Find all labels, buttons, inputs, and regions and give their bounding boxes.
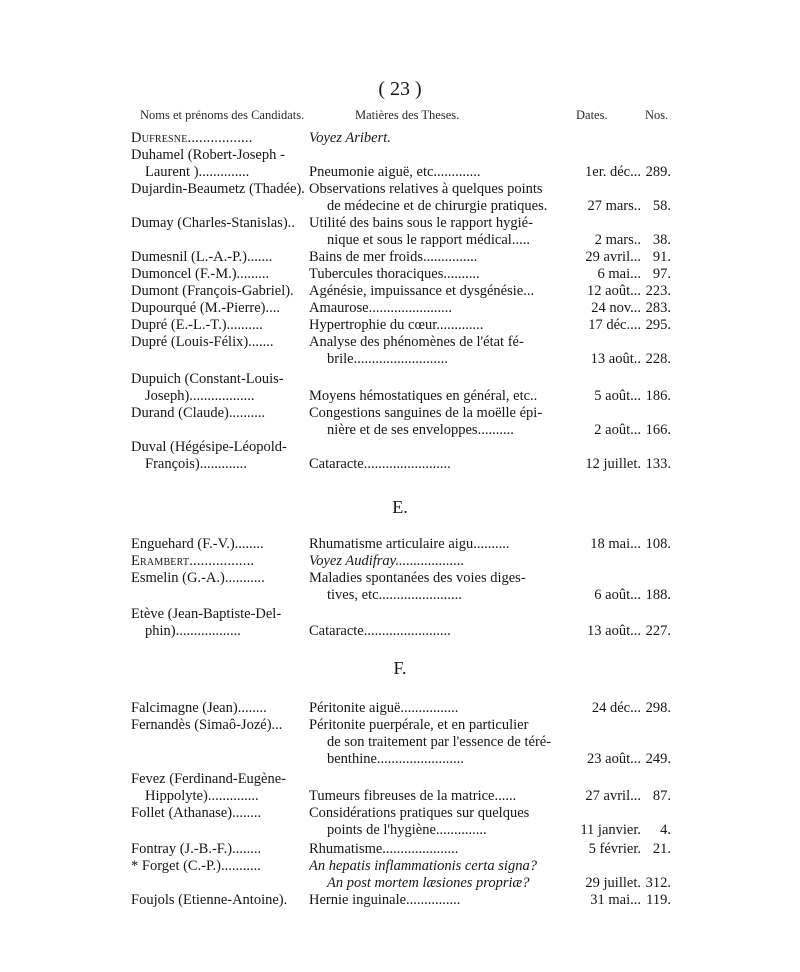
thesis-number: 108. xyxy=(645,536,671,552)
thesis-subject: Analyse des phénomènes de l'état fé- xyxy=(309,334,524,350)
candidate-name: Dufresne................. xyxy=(131,130,253,146)
thesis-date: 29 juillet. xyxy=(585,875,641,891)
thesis-number: 186. xyxy=(645,388,671,404)
thesis-number: 312. xyxy=(645,875,671,891)
thesis-subject: Rhumatisme articulaire aigu.......... xyxy=(309,536,510,552)
thesis-date: 5 août... xyxy=(594,388,641,404)
thesis-date: 29 avril... xyxy=(585,249,641,265)
thesis-number: 166. xyxy=(645,422,671,438)
candidate-name: Foujols (Etienne-Antoine). xyxy=(131,892,288,908)
thesis-date: 27 avril... xyxy=(585,788,641,804)
thesis-subject: Tubercules thoraciques.......... xyxy=(309,266,480,282)
thesis-subject: Péritonite aiguë................ xyxy=(309,700,459,716)
candidate-name: Dumont (François-Gabriel). xyxy=(131,283,294,299)
thesis-date: 24 déc... xyxy=(591,700,641,716)
thesis-number: 227. xyxy=(645,623,671,639)
thesis-subject: Maladies spontanées des voies diges- xyxy=(309,570,526,586)
thesis-subject: An post mortem læsiones propriæ? xyxy=(327,875,530,891)
thesis-date: 12 juillet. xyxy=(585,456,641,472)
thesis-subject: Moyens hémostatiques en général, etc.. xyxy=(309,388,538,404)
header-names: Noms et prénoms des Candidats. xyxy=(140,108,305,122)
thesis-date: 17 déc.... xyxy=(588,317,641,333)
candidate-name: Enguehard (F.-V.)........ xyxy=(131,536,264,552)
candidate-name: Duval (Hégésipe-Léopold- xyxy=(131,439,287,455)
thesis-subject: Observations relatives à quelques points xyxy=(309,181,543,197)
thesis-subject: brile.......................... xyxy=(327,351,448,367)
thesis-date: 6 août... xyxy=(594,587,641,603)
thesis-number: 91. xyxy=(652,249,671,265)
candidate-name: Dumoncel (F.-M.)......... xyxy=(131,266,270,282)
candidate-name: François)............. xyxy=(145,456,247,472)
header-numbers: Nos. xyxy=(645,108,669,122)
thesis-date: 11 janvier. xyxy=(580,822,641,838)
candidate-name: Joseph).................. xyxy=(145,388,255,404)
candidate-name: Dupuich (Constant-Louis- xyxy=(131,371,284,387)
thesis-subject: tives, etc....................... xyxy=(327,587,462,603)
entry-line xyxy=(131,456,671,475)
candidate-name: Hippolyte).............. xyxy=(145,788,259,804)
thesis-number: 87. xyxy=(652,788,671,804)
thesis-subject: Agénésie, impuissance et dysgénésie... xyxy=(309,283,535,299)
thesis-subject: benthine........................ xyxy=(327,751,464,767)
candidate-name: Esmelin (G.-A.)........... xyxy=(131,570,265,586)
candidate-name: Erambert................. xyxy=(131,553,255,569)
thesis-number: 249. xyxy=(645,751,671,767)
thesis-number: 21. xyxy=(652,841,671,857)
page-number: ( 23 ) xyxy=(378,78,422,100)
candidate-name: Fevez (Ferdinand-Eugène- xyxy=(131,771,287,787)
candidate-name: Fernandès (Simaô-Jozé)... xyxy=(131,717,283,733)
thesis-date: 2 août... xyxy=(594,422,641,438)
candidate-name: Falcimagne (Jean)........ xyxy=(131,700,267,716)
thesis-subject: Pneumonie aiguë, etc............. xyxy=(309,164,481,180)
thesis-number: 58. xyxy=(652,198,671,214)
thesis-subject: points de l'hygiène.............. xyxy=(327,822,487,838)
thesis-date: 12 août... xyxy=(587,283,641,299)
header-matieres: Matières des Theses. xyxy=(355,108,460,122)
candidate-name: Follet (Athanase)........ xyxy=(131,805,262,821)
thesis-number: 228. xyxy=(645,351,671,367)
thesis-date: 18 mai... xyxy=(590,536,641,552)
section-letter-f: F. xyxy=(393,658,407,678)
thesis-date: 23 août... xyxy=(587,751,641,767)
header-dates: Dates. xyxy=(576,108,608,122)
entry-line xyxy=(131,351,671,370)
thesis-subject: Péritonite puerpérale, et en particulier xyxy=(309,717,529,733)
thesis-date: 31 mai... xyxy=(590,892,641,908)
candidate-name: Dujardin-Beaumetz (Thadée). xyxy=(131,181,305,197)
thesis-subject: Bains de mer froids............... xyxy=(309,249,478,265)
thesis-date: 2 mars.. xyxy=(594,232,641,248)
thesis-date: 1er. déc... xyxy=(585,164,641,180)
thesis-number: 133. xyxy=(645,456,671,472)
candidate-name: Duhamel (Robert-Joseph - xyxy=(131,147,285,163)
section-letter-e: E. xyxy=(392,497,408,517)
thesis-subject: Rhumatisme..................... xyxy=(309,841,459,857)
thesis-subject: Cataracte........................ xyxy=(309,456,451,472)
thesis-subject: Hernie inguinale............... xyxy=(309,892,461,908)
candidate-name: phin).................. xyxy=(145,623,241,639)
thesis-subject: de médecine et de chirurgie pratiques. xyxy=(327,198,548,214)
thesis-number: 188. xyxy=(645,587,671,603)
candidate-name: Dumay (Charles-Stanislas).. xyxy=(131,215,295,231)
thesis-subject: Tumeurs fibreuses de la matrice...... xyxy=(309,788,517,804)
thesis-subject: nière et de ses enveloppes.......... xyxy=(327,422,514,438)
entry-line xyxy=(131,822,671,841)
candidate-name: Fontray (J.-B.-F.)........ xyxy=(131,841,262,857)
candidate-name: Dumesnil (L.-A.-P.)....... xyxy=(131,249,273,265)
thesis-subject: Amaurose....................... xyxy=(309,300,452,316)
candidate-name: Dupré (Louis-Félix)....... xyxy=(131,334,274,350)
thesis-date: 27 mars.. xyxy=(587,198,641,214)
thesis-subject: Voyez Aribert. xyxy=(309,130,391,146)
thesis-date: 13 août... xyxy=(587,623,641,639)
candidate-name: * Forget (C.-P.)........... xyxy=(131,858,261,874)
thesis-subject: Cataracte........................ xyxy=(309,623,451,639)
thesis-date: 24 nov... xyxy=(591,300,641,316)
candidate-name: Etève (Jean-Baptiste-Del- xyxy=(131,606,282,622)
thesis-number: 38. xyxy=(652,232,671,248)
thesis-subject: Hypertrophie du cœur............. xyxy=(309,317,484,333)
thesis-subject: nique et sous le rapport médical..... xyxy=(327,232,530,248)
thesis-subject: de son traitement par l'essence de téré- xyxy=(327,734,552,750)
entry-line xyxy=(131,892,671,911)
thesis-subject: Voyez Audifray................... xyxy=(309,553,465,569)
thesis-number: 223. xyxy=(645,283,671,299)
candidate-name: Dupourqué (M.-Pierre).... xyxy=(131,300,280,316)
thesis-number: 289. xyxy=(645,164,671,180)
thesis-number: 4. xyxy=(660,822,671,838)
thesis-date: 5 février. xyxy=(588,841,641,857)
thesis-number: 97. xyxy=(652,266,671,282)
thesis-date: 13 août.. xyxy=(590,351,641,367)
thesis-subject: Utilité des bains sous le rapport hygié- xyxy=(309,215,533,231)
thesis-date: 6 mai... xyxy=(597,266,641,282)
entry-line xyxy=(131,587,671,606)
thesis-number: 283. xyxy=(645,300,671,316)
entry-line xyxy=(131,751,671,770)
thesis-number: 295. xyxy=(645,317,671,333)
thesis-subject: Considérations pratiques sur quelques xyxy=(309,805,530,821)
thesis-number: 298. xyxy=(645,700,671,716)
candidate-name: Laurent ).............. xyxy=(145,164,250,180)
thesis-subject: Congestions sanguines de la moëlle épi- xyxy=(309,405,543,421)
entry-line xyxy=(131,623,671,642)
candidate-name: Durand (Claude).......... xyxy=(131,405,266,421)
thesis-number: 119. xyxy=(646,892,671,908)
thesis-subject: An hepatis inflammationis certa signa? xyxy=(309,858,537,874)
candidate-name: Dupré (E.-L.-T.).......... xyxy=(131,317,263,333)
